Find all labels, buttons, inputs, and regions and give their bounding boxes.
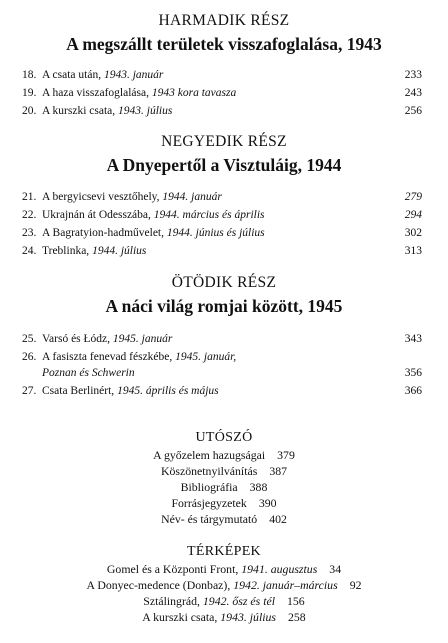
- afterword-item[interactable]: Név- és tárgymutató 402: [161, 512, 287, 526]
- entry-page: 390: [258, 496, 277, 510]
- entry-date: 1944. június és július: [166, 227, 265, 239]
- toc-entry[interactable]: [22, 189, 422, 205]
- afterword-item[interactable]: A győzelem hazugságai 379: [153, 448, 295, 462]
- entry-date: 1944. január: [162, 191, 222, 203]
- entry-number: 26.: [22, 351, 37, 363]
- entry-page: 313: [404, 245, 422, 257]
- part-title: A náci világ romjai között, 1945: [105, 296, 343, 316]
- entry-number: 18.: [22, 69, 37, 81]
- entry-number: 20.: [22, 105, 37, 117]
- toc-entry[interactable]: [22, 349, 422, 365]
- map-item[interactable]: A Donyec-medence (Donbaz), 1942. január–március 92: [86, 578, 362, 592]
- entry-title: A haza visszafoglalása, 1943 kora tavasza: [42, 87, 237, 99]
- entry-continuation: Poznan és Schwerin: [42, 367, 135, 379]
- entry-number: 27.: [22, 385, 37, 397]
- entry-title: A Bagratyion-hadművelet, 1944. június és július: [42, 227, 265, 239]
- entry-title: A csata után, 1943. január: [42, 69, 164, 81]
- entry-number: 25.: [22, 333, 37, 345]
- entry-page: 256: [404, 105, 422, 117]
- map-item[interactable]: Sztálingrád, 1942. ősz és tél 156: [143, 594, 305, 608]
- toc-entry[interactable]: [22, 67, 422, 83]
- entry-date: 1943. július: [118, 105, 173, 117]
- entry-title: Ukrajnán át Odesszába, 1944. március és április: [42, 209, 265, 221]
- entry-page: 233: [404, 69, 422, 81]
- toc-entry[interactable]: [22, 243, 422, 259]
- entry-page: 402: [269, 512, 287, 526]
- entry-number: 22.: [22, 209, 37, 221]
- entry-page: 387: [269, 464, 288, 478]
- entry-number: 19.: [22, 87, 37, 99]
- entry-page: 302: [404, 227, 422, 239]
- afterword-item[interactable]: Köszönetnyilvánítás 387: [160, 464, 288, 478]
- entry-title: Varsó és Łódz, 1945. január: [42, 333, 173, 345]
- entry-title: A bergyicsevi vesztőhely, 1944. január: [42, 191, 222, 203]
- toc-entry-continuation[interactable]: [22, 365, 422, 381]
- entry-page: 92: [349, 578, 362, 592]
- afterword-item[interactable]: Forrásjegyzetek 390: [171, 496, 277, 510]
- part-title: A megszállt területek visszafoglalása, 1943: [66, 34, 382, 54]
- toc-entry[interactable]: [22, 103, 422, 119]
- entry-date: 1944. március és április: [153, 209, 265, 221]
- entry-number: 24.: [22, 245, 37, 257]
- afterword-heading: UTÓSZÓ: [195, 430, 253, 445]
- entry-page: 34: [329, 562, 342, 576]
- toc-entry[interactable]: [22, 207, 422, 223]
- entry-title: Treblinka, 1944. július: [42, 245, 147, 257]
- entry-page: 343: [404, 333, 422, 345]
- toc-entry[interactable]: [22, 225, 422, 241]
- entry-page: 294: [404, 209, 422, 221]
- entry-date: 1945. április és május: [117, 385, 219, 397]
- maps-heading: TÉRKÉPEK: [187, 544, 261, 559]
- part-label: ÖTÖDIK RÉSZ: [171, 274, 277, 291]
- entry-page: 156: [287, 594, 305, 608]
- part-label: NEGYEDIK RÉSZ: [161, 133, 287, 150]
- toc-entry[interactable]: [22, 85, 422, 101]
- map-item[interactable]: Gomel és a Központi Front, 1941. augusztus 34: [106, 562, 342, 576]
- afterword-item[interactable]: Bibliográfia 388: [180, 480, 268, 494]
- entry-title: A kurszki csata, 1943. július: [42, 105, 173, 117]
- entry-date: 1943 kora tavasza: [151, 87, 237, 99]
- entry-page: 388: [249, 480, 268, 494]
- entry-number: 21.: [22, 191, 37, 203]
- entry-page: 279: [404, 191, 422, 203]
- entry-title: A fasiszta fenevad fészkébe, 1945. január,: [42, 351, 237, 363]
- map-item[interactable]: A kurszki csata, 1943. július 258: [142, 610, 306, 624]
- part-title: A Dnyepertől a Visztuláig, 1944: [106, 155, 342, 175]
- entry-title: Csata Berlinért, 1945. április és május: [42, 385, 219, 397]
- entry-page: 356: [404, 367, 422, 379]
- entry-page: 379: [277, 448, 295, 462]
- entry-number: 23.: [22, 227, 37, 239]
- toc-entry[interactable]: [22, 331, 422, 347]
- entry-date: 1943. január: [103, 69, 164, 81]
- part-label: HARMADIK RÉSZ: [158, 12, 290, 29]
- entry-page: 366: [404, 385, 422, 397]
- entry-date: 1945. január: [112, 333, 173, 345]
- toc-entry[interactable]: [22, 383, 422, 399]
- entry-page: 243: [404, 87, 422, 99]
- entry-date: 1945. január,: [175, 351, 237, 363]
- entry-page: 258: [288, 610, 306, 624]
- entry-date: 1944. július: [92, 245, 147, 257]
